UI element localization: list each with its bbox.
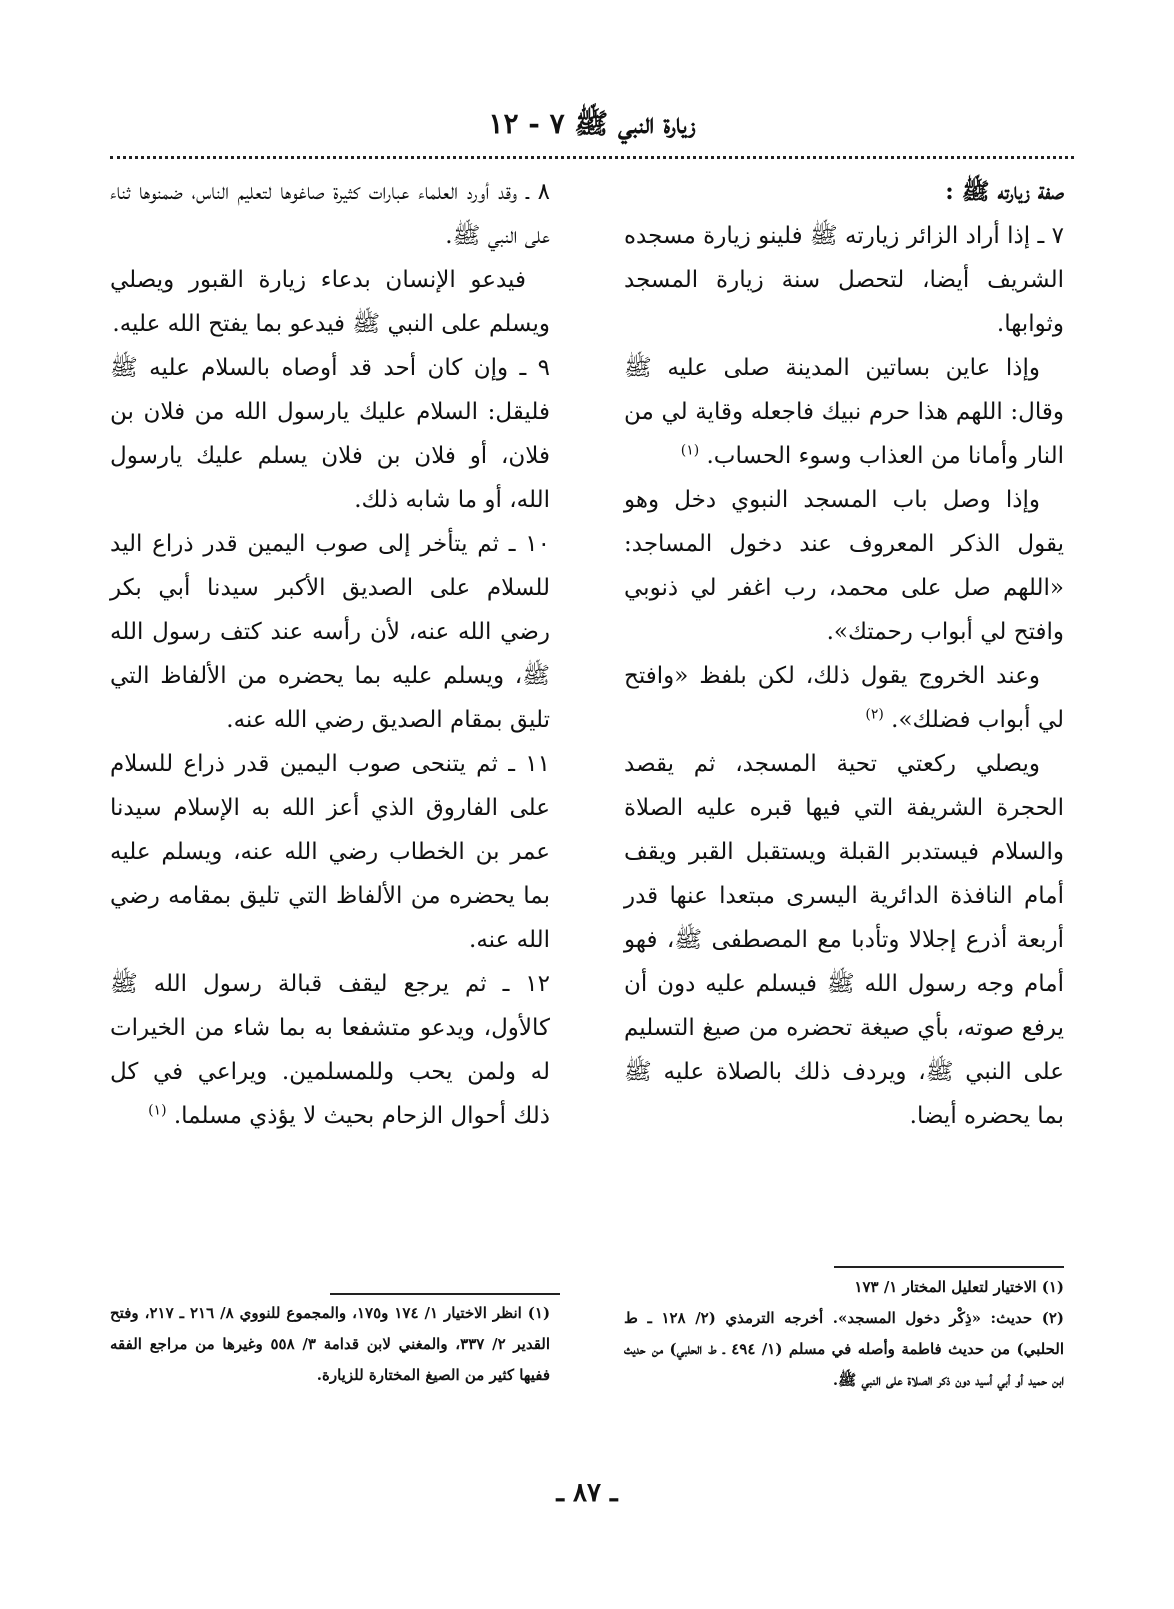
footnote-rule-left (330, 1293, 560, 1295)
paragraph-prayer: ويصلي ركعتي تحية المسجد، ثم يقصد الحجرة الشريفة التي فيها قبره عليه الصلاة والسلام فيستدبر القبلة ويستقبل القبر ويقف أمام النافذة الدائرية اليسرى مبتعدا عنها قدر أربعة أذرع إجلالا وتأدبا مع المصطفى ﷺ، فهو أمام وجه رسول الله ﷺ فيسلم عليه دون أن يرفع صوته، بأي صيغة تحضره من صيغ التسليم على النبي ﷺ، ويردف ذلك بالصلاة عليه ﷺ بما يحضره أيضا. (624, 751, 1064, 1129)
footnote-marker-left-1: (١) (148, 1102, 167, 1119)
footnote-right-1: (١) الاختيار لتعليل المختار ١/ ١٧٣ (854, 1278, 1064, 1296)
paragraph-supplication: فيدعو الإنسان بدعاء زيارة القبور ويصلي ويسلم على النبي ﷺ فيدعو بما يفتح الله عليه. (110, 267, 550, 337)
paragraph-8: ٨ ـ وقد أورد العلماء عبارات كثيرة صاغوها لتعليم الناس، ضمنوها ثناء على النبي ﷺ. (110, 179, 550, 249)
paragraph-mosque-gate: وإذا وصل باب المسجد النبوي دخل وهو يقول الذكر المعروف عند دخول المساجد: «اللهم صل على محمد، رب اغفر لي ذنوبي وافتح لي أبواب رحمتك». (624, 487, 1064, 645)
section-heading: صفة زيارته ﷺ : (945, 178, 1064, 205)
footnote-left-1: (١) انظر الاختيار ١/ ١٧٤ و١٧٥، والمجموع للنووي ٨/ ٢١٦ ـ ٢١٧، وفتح القدير ٢/ ٣٣٧، والمغني لابن قدامة ٣/ ٥٥٨ وغيرها من مراجع الفقه ففيها كثير من الصيغ المختارة للزيارة. (110, 1304, 551, 1384)
paragraph-7: ٧ ـ إذا أراد الزائر زيارته ﷺ فلينو زيارة مسجده الشريف أيضا، لتحصل سنة زيارة المسجد وثوابها. (624, 223, 1064, 337)
footnotes-right (624, 1272, 1064, 1396)
left-column (110, 170, 550, 1138)
footnotes-left (110, 1298, 550, 1391)
paragraph-exit: وعند الخروج يقول ذلك، لكن بلفظ «وافتح لي أبواب فضلك». $^{(٢)}$ (624, 663, 1064, 733)
paragraph-gardens: وإذا عاين بساتين المدينة صلى عليه ﷺ وقال: اللهم هذا حرم نبيك فاجعله وقاية لي من النار وأمانا من العذاب وسوء الحساب. $^{(١)}$ (624, 355, 1064, 469)
footnote-marker-2: (٢) (865, 706, 884, 723)
paragraph-12: ١٢ ـ ثم يرجع ليقف قبالة رسول الله ﷺ كالأول، ويدعو متشفعا به بما شاء من الخيرات له ولمن يحب وللمسلمين. ويراعي في كل ذلك أحوال الزحام بحيث لا يؤذي مسلما. $^{(١)}$ (110, 971, 550, 1129)
header-dotted-rule (110, 156, 1074, 159)
right-column (624, 170, 1064, 1138)
page-number: ـ ٨٧ ـ (556, 1478, 618, 1508)
running-header: زيارة النبي ﷺ ٧ - ١٢ (488, 107, 696, 140)
footnote-right-2: (٢) حديث: «ذِكْر دخول المسجد». أخرجه الترمذي (٢/ ١٢٨ ـ ط الحلبي) من حديث فاطمة وأصله في مسلم (١/ ٤٩٤ ـ ط الحلبي) من حديث ابن حميد أو أبي أسيد دون ذكر الصلاة على النبي ﷺ. (624, 1309, 1064, 1389)
paragraph-11: ١١ ـ ثم يتنحى صوب اليمين قدر ذراع للسلام على الفاروق الذي أعز الله به الإسلام سيدنا عمر بن الخطاب رضي الله عنه، ويسلم عليه بما يحضره من الألفاظ التي تليق بمقامه رضي الله عنه. (110, 751, 550, 953)
paragraph-9: ٩ ـ وإن كان أحد قد أوصاه بالسلام عليه ﷺ فليقل: السلام عليك يارسول الله من فلان بن فلان، أو فلان بن فلان يسلم عليك يارسول الله، أو ما شابه ذلك. (110, 355, 550, 513)
footnote-rule-right (834, 1266, 1064, 1268)
footnote-marker-1: (١) (680, 442, 700, 459)
paragraph-10: ١٠ ـ ثم يتأخر إلى صوب اليمين قدر ذراع اليد للسلام على الصديق الأكبر سيدنا أبي بكر رضي الله عنه، لأن رأسه عند كتف رسول الله ﷺ، ويسلم عليه بما يحضره من الألفاظ التي تليق بمقام الصديق رضي الله عنه. (110, 531, 550, 733)
